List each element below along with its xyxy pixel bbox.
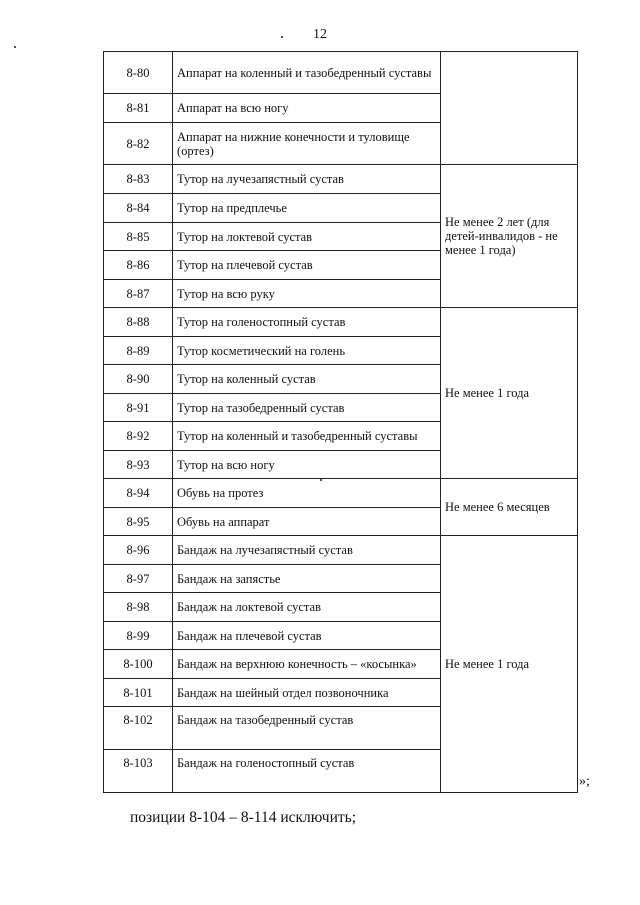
term-cell: Не менее 1 года [441,308,578,479]
item-name: Тутор косметический на голень [173,337,441,365]
page-number: 12 [313,27,327,42]
item-name: Тутор на коленный сустав [173,365,441,394]
item-name: Тутор на локтевой сустав [173,223,441,251]
item-code: 8-100 [104,650,173,679]
item-name: Бандаж на шейный отдел позвоночника [173,679,441,707]
item-name: Тутор на лучезапястный сустав [173,165,441,194]
item-code: 8-80 [104,52,173,94]
item-code: 8-91 [104,394,173,422]
item-code: 8-93 [104,451,173,479]
item-name: Обувь на аппарат [173,508,441,536]
item-name: Бандаж на тазобедренный сустав [173,707,441,750]
item-name: Тутор на плечевой сустав [173,251,441,280]
item-code: 8-94 [104,479,173,508]
item-name: Тутор на голеностопный сустав [173,308,441,337]
term-cell: Не менее 6 месяцев [441,479,578,536]
exclusion-instruction: позиции 8-104 – 8-114 исключить; [130,809,357,826]
scan-speck [14,46,16,48]
item-name: Тутор на тазобедренный сустав [173,394,441,422]
item-code: 8-101 [104,679,173,707]
item-name: Аппарат на коленный и тазобедренный суставы [173,52,441,94]
item-name: Тутор на предплечье [173,194,441,223]
item-name: Бандаж на запястье [173,565,441,593]
item-name: Бандаж на верхнюю конечность – «косынка» [173,650,441,679]
item-name: Бандаж на голеностопный сустав [173,750,441,793]
item-code: 8-90 [104,365,173,394]
item-code: 8-98 [104,593,173,622]
term-cell: Не менее 1 года [441,536,578,793]
item-name: Тутор на коленный и тазобедренный суставы [173,422,441,451]
item-code: 8-82 [104,123,173,165]
item-name: Аппарат на нижние конечности и туловище (ортез) [173,123,441,165]
table-row [104,536,578,565]
term-cell: Не менее 2 лет (для детей-инвалидов - не менее 1 года) [441,165,578,308]
item-code: 8-92 [104,422,173,451]
item-code: 8-87 [104,280,173,308]
scan-speck [281,36,283,38]
item-name: Тутор на всю руку [173,280,441,308]
item-code: 8-88 [104,308,173,337]
item-name: Бандаж на локтевой сустав [173,593,441,622]
item-code: 8-86 [104,251,173,280]
table-row [104,308,578,337]
orthopedic-items-table [103,51,578,793]
item-code: 8-96 [104,536,173,565]
item-code: 8-99 [104,622,173,650]
item-code: 8-103 [104,750,173,793]
item-code: 8-83 [104,165,173,194]
item-code: 8-85 [104,223,173,251]
item-code: 8-95 [104,508,173,536]
item-name: Тутор на всю ногу [173,451,441,479]
item-code: 8-84 [104,194,173,223]
item-name: Аппарат на всю ногу [173,94,441,123]
item-code: 8-102 [104,707,173,750]
item-code: 8-97 [104,565,173,593]
table-row [104,479,578,508]
term-cell [441,52,578,165]
item-code: 8-81 [104,94,173,123]
item-name: Бандаж на лучезапястный сустав [173,536,441,565]
closing-quote-mark: »; [579,774,590,789]
table-row [104,52,578,94]
item-code: 8-89 [104,337,173,365]
item-name: Бандаж на плечевой сустав [173,622,441,650]
item-name: Обувь на протез [173,479,441,508]
table-row [104,165,578,194]
